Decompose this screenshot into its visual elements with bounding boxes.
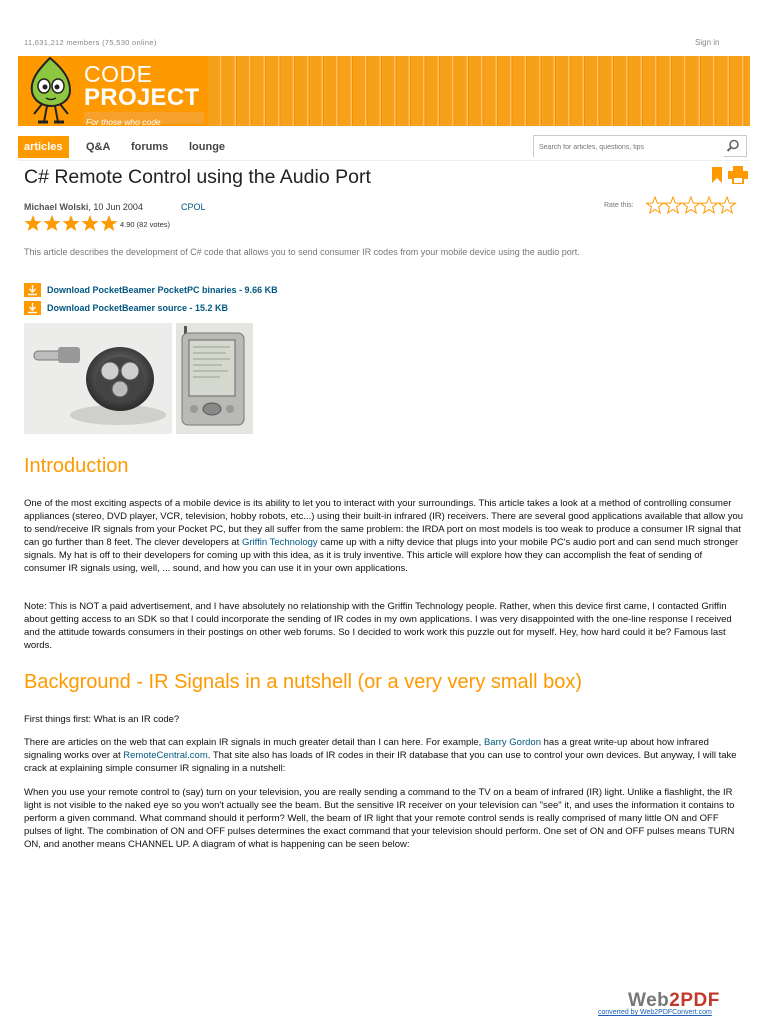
tab-articles[interactable]: articles — [18, 136, 69, 158]
background-paragraph-3: When you use your remote control to (say) turn on your television, you are really sending a command to the TV on a beam of infrared (IR) light. Unlike a flashlight, the IR light is not visible to the naked eye so you won't actually see the beam. But the sensitive IR receiver on your television can "see" it, and uses the information it contains to perform a given command. What command should it perform? Well, the beam of IR light that your remote control sends is really comprised of many little ON and OFF pulses of light. The combination of ON and OFF pulses determines the exact command that your television should perform. One set of ON and OFF pulses means TURN ON, and another means CHANNEL UP. A diagram of what is happening can be seen below: — [24, 787, 735, 850]
star-icon — [25, 215, 42, 231]
download-source-link[interactable] — [24, 301, 228, 315]
pocketpc-photo — [176, 323, 253, 434]
logo-tagline: For those who code — [84, 112, 204, 124]
print-icon[interactable] — [728, 166, 748, 184]
article-byline — [24, 202, 143, 212]
intro-paragraph-1: One of the most exciting aspects of a mobile device is its ability to let you to interact with your surroundings. This article takes a look at a method of controlling consumer appliances (stereo, DVD player, VCR, television, hobby robots, etc...) using their built-in infrared (IR) receivers. There are several good applications available that allow you to send/receive IR signals from your Pocket PC, but they all suffer from the same problem: the IRDA port on most models is too weak to produce a consumer IR signal that can go further than 8 feet. The clever developers at Griffin Technology came up with a nifty device that plugs into your mobile PC's audio port and can send much stronger signals. My hat is off to their developers for coming up with this idea, as it is truly inventive. This article will explore how they can accomplish the feat of sending of consumer IR signals using, well, ... sound, and how you can use it in your own applications. — [24, 498, 744, 574]
article-summary: This article describes the development of C# code that allows you to send consumer IR codes from your mobile device using the audio port. — [24, 247, 580, 257]
download-icon — [24, 301, 41, 315]
mascot-icon — [20, 56, 82, 126]
logo-project-text: PROJECT — [84, 84, 200, 111]
rating-votes: 4.90 (82 votes) — [120, 220, 171, 229]
search-icon[interactable] — [726, 139, 740, 153]
rate-star-icon — [701, 197, 718, 213]
star-icon — [82, 215, 99, 231]
search-box — [533, 135, 747, 157]
logo-code-text: CODE — [84, 61, 153, 87]
background-heading: Background - IR Signals in a nutshell (or a very very small box) — [24, 671, 583, 693]
banner-stripes — [208, 56, 750, 126]
license-link[interactable]: CPOL — [181, 202, 206, 212]
intro-paragraph-2: Note: This is NOT a paid advertisement, and I have absolutely no relationship with the Griffin Technology people. Rather, when this device first came, I contacted Griffin about getting access to an SDK so that I could incorporate the sending of IR codes in my own applications. I was very disappointed with the one-line response I received and the attitude towards consumers in their postings on other web forums. So I decided to work work this puzzle out for myself. Hey, how hard could it be? Famous last words. — [24, 601, 732, 651]
rate-star-icon — [665, 197, 682, 213]
griffin-link[interactable]: Griffin Technology — [241, 537, 318, 548]
search-input[interactable] — [534, 139, 724, 157]
member-count: 11,631,212 members (75,530 online) — [24, 38, 157, 47]
star-icon — [44, 215, 61, 231]
download-binaries-label: Download PocketBeamer PocketPC binaries - 9.66 KB — [47, 285, 278, 295]
background-paragraph-1: First things first: What is an IR code? — [24, 714, 180, 725]
download-icon — [24, 283, 41, 297]
rate-label: Rate this: — [604, 202, 634, 209]
rate-star-icon — [719, 197, 736, 213]
site-logo[interactable] — [18, 56, 208, 126]
intro-heading: Introduction — [24, 455, 129, 477]
ir-device-photo — [24, 323, 172, 434]
web2pdf-logo: Web2PDF — [628, 990, 720, 1011]
rating-stars — [24, 214, 120, 234]
barry-gordon-link[interactable]: Barry Gordon — [483, 737, 541, 748]
web2pdf-link[interactable]: converted by Web2PDFConvert.com — [598, 1009, 712, 1016]
rate-stars-widget[interactable] — [646, 195, 738, 217]
page-title: C# Remote Control using the Audio Port — [24, 166, 371, 188]
site-banner — [18, 56, 750, 126]
download-binaries-link[interactable] — [24, 283, 278, 297]
star-icon — [63, 215, 80, 231]
web2pdf-watermark — [598, 990, 750, 1018]
download-source-label: Download PocketBeamer source - 15.2 KB — [47, 303, 229, 313]
star-icon — [101, 215, 118, 231]
tab-lounge[interactable]: lounge — [189, 141, 226, 153]
bookmark-icon[interactable] — [711, 167, 723, 183]
rate-star-icon — [647, 197, 664, 213]
remotecentral-link[interactable]: RemoteCentral.com — [123, 750, 208, 761]
background-paragraph-2: There are articles on the web that can explain IR signals in much greater detail than I can here. For example, Barry Gordon has a great write-up about how infrared signaling works over at RemoteCentral.com. That site also has loads of IR codes in their IR database that you can use to control your own devices. But anyway, I will take crack at explaining simple consumer IR signaling in a nutshell: — [24, 737, 737, 774]
rate-star-icon — [683, 197, 700, 213]
nav-divider — [18, 160, 750, 161]
tab-forums[interactable]: forums — [131, 141, 169, 153]
tab-qa[interactable]: Q&A — [86, 141, 111, 153]
sign-in-link[interactable]: Sign in — [695, 38, 720, 47]
article-date: , 10 Jun 2004 — [88, 202, 143, 212]
author-name[interactable]: Michael Wolski — [24, 202, 89, 212]
